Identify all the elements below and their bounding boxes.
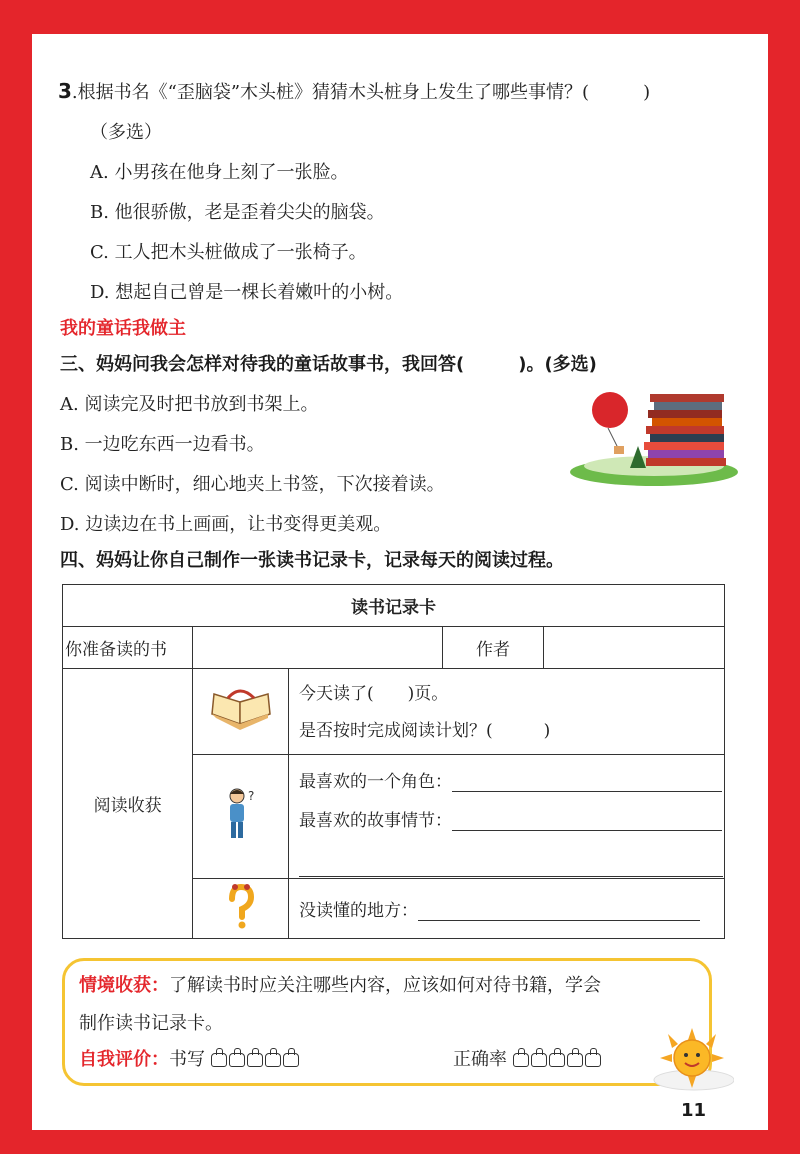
- option-b[interactable]: B. 一边吃东西一边看书。: [60, 434, 265, 455]
- book-input[interactable]: [193, 627, 443, 669]
- writing-label: 书写: [169, 1049, 205, 1070]
- open-book-icon: [208, 684, 274, 734]
- option-a[interactable]: A. 小男孩在他身上刻了一张脸。: [90, 162, 349, 183]
- option-c[interactable]: C. 阅读中断时，细心地夹上书签，下次接着读。: [60, 474, 445, 495]
- pages-cell: [288, 669, 724, 755]
- not-understood-line[interactable]: [418, 920, 700, 921]
- not-understood-cell: [288, 879, 724, 939]
- sun-icon: [650, 1026, 734, 1092]
- summary-box: [62, 958, 712, 1086]
- fav-plot-line-2[interactable]: [299, 876, 723, 877]
- thumb-icon[interactable]: [513, 1053, 529, 1067]
- not-understood-label: 没读懂的地方：: [298, 901, 418, 921]
- book-stack-balloon-illustration: [570, 386, 738, 486]
- question-mark-icon-cell: [193, 879, 289, 939]
- thinking-boy-icon: [221, 786, 261, 842]
- question-mark-icon: [226, 883, 256, 929]
- accuracy-evaluation: [453, 1045, 601, 1071]
- accuracy-rating[interactable]: [513, 1053, 601, 1067]
- question-3-note: （多选）: [90, 122, 162, 143]
- writing-rating[interactable]: [211, 1053, 299, 1067]
- card-title: 读书记录卡: [63, 585, 725, 627]
- question-san: 三、妈妈问我会怎样对待我的童话故事书，我回答( )。(多选): [60, 354, 597, 375]
- thumb-icon[interactable]: [265, 1053, 281, 1067]
- thumb-icon[interactable]: [247, 1053, 263, 1067]
- thumb-icon[interactable]: [229, 1053, 245, 1067]
- thumb-icon[interactable]: [283, 1053, 299, 1067]
- question-number: 3: [58, 79, 72, 103]
- harvest-label: 阅读收获: [63, 669, 193, 939]
- book-label: 你准备读的书: [63, 627, 193, 669]
- option-d[interactable]: D. 想起自己曾是一棵长着嫩叶的小树。: [90, 282, 404, 303]
- option-d[interactable]: D. 边读边在书上画画，让书变得更美观。: [60, 514, 392, 535]
- reading-record-card: [62, 584, 725, 939]
- thinking-boy-icon-cell: [193, 755, 289, 879]
- accuracy-label: 正确率: [453, 1049, 507, 1070]
- option-b[interactable]: B. 他很骄傲，老是歪着尖尖的脑袋。: [90, 202, 385, 223]
- favorites-cell: [288, 755, 724, 879]
- self-evaluation: [79, 1045, 299, 1071]
- fav-plot-line[interactable]: [452, 830, 722, 831]
- question-si: 四、妈妈让你自己制作一张读书记录卡，记录每天的阅读过程。: [60, 550, 564, 571]
- question-3-text: .根据书名《“歪脑袋”木头桩》猜猜木头桩身上发生了哪些事情？( ): [71, 82, 651, 103]
- thumb-icon[interactable]: [531, 1053, 547, 1067]
- summary-line-1: [79, 971, 601, 997]
- thumb-icon[interactable]: [211, 1053, 227, 1067]
- svg-text:?: ?: [247, 789, 254, 803]
- option-a[interactable]: A. 阅读完及时把书放到书架上。: [60, 394, 319, 415]
- summary-text-2: 制作读书记录卡。: [79, 1013, 223, 1034]
- author-label: 作者: [442, 627, 543, 669]
- thumb-icon[interactable]: [585, 1053, 601, 1067]
- worksheet-page: [32, 34, 768, 1130]
- fav-plot-label: 最喜欢的故事情节：: [298, 811, 452, 831]
- section-heading: 我的童话我做主: [60, 318, 186, 339]
- page-number: 11: [681, 1100, 707, 1121]
- on-time-question[interactable]: 是否按时完成阅读计划？( ): [298, 721, 551, 741]
- fav-character-line[interactable]: [452, 791, 722, 792]
- question-3: [58, 78, 650, 104]
- summary-text-1: 了解读书时应关注哪些内容，应该如何对待书籍，学会: [169, 975, 601, 996]
- option-c[interactable]: C. 工人把木头桩做成了一张椅子。: [90, 242, 367, 263]
- pages-read[interactable]: 今天读了( )页。: [298, 684, 449, 704]
- thumb-icon[interactable]: [549, 1053, 565, 1067]
- summary-label: 情境收获：: [79, 975, 169, 996]
- thumb-icon[interactable]: [567, 1053, 583, 1067]
- open-book-icon-cell: [193, 669, 289, 755]
- fav-character-label: 最喜欢的一个角色：: [298, 772, 452, 792]
- self-eval-label: 自我评价：: [79, 1049, 169, 1070]
- author-input[interactable]: [543, 627, 724, 669]
